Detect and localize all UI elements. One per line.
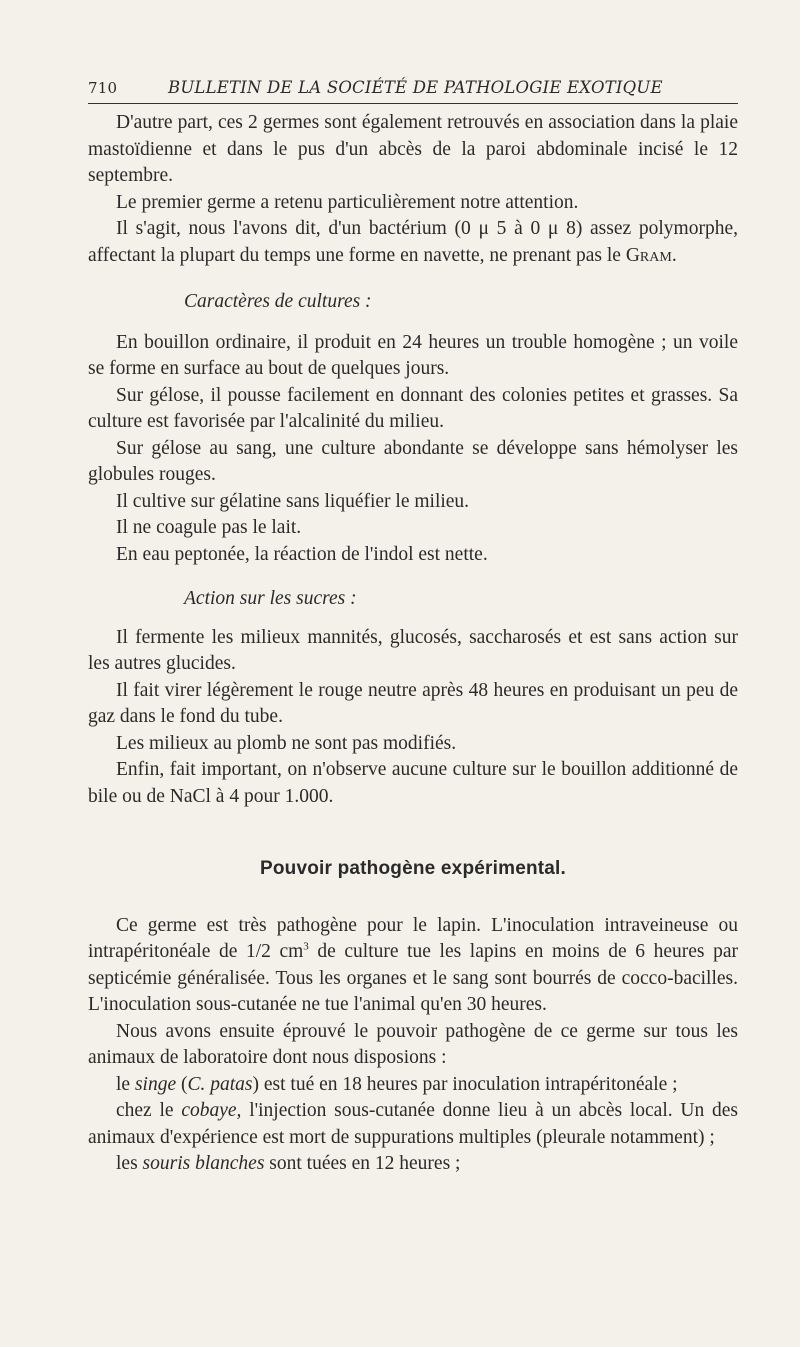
gram-term: Gram (625, 244, 672, 266)
paragraph-souris (88, 1151, 738, 1178)
paragraph: Les milieux au plomb ne sont pas modifiés. (116, 732, 457, 754)
paragraph: D'autre part, ces 2 germes sont également retrouvés en association dans la plaie mastoïdienne et dans le pus d'un abcès de la paroi abdominale incisé le 12 septembre. (88, 112, 738, 186)
paragraph: Enfin, fait important, on n'observe aucune culture sur le bouillon additionné de bile ou de NaCl à 4 pour 1.000. (88, 759, 738, 807)
paragraph: En bouillon ordinaire, il produit en 24 heures un trouble homogène ; un voile se forme en surface au bout de quelques jours. (88, 331, 738, 379)
subhead-cultures: Caractères de cultures : (184, 291, 372, 312)
page-header (88, 78, 738, 104)
text-run: le (116, 1073, 135, 1095)
text-run: chez le (116, 1100, 182, 1121)
text-run: de culture tue les lapins en moins de 6 heures par septicémie généralisée. Tous les organes et le sang sont bourrés de cocco-bacilles. L'inoculation sous-cutanée ne tue l'animal qu'en 30 heures. (88, 941, 738, 1015)
subhead-sucres: Action sur les sucres : (184, 588, 357, 609)
paragraph-lapin (88, 913, 738, 1019)
paragraph: Il fermente les milieux mannités, glucosés, saccharosés et est sans action sur les autres glucides. (88, 626, 738, 674)
text-run: l'injection sous-cutanée donne lieu à un abcès local. Un des animaux d'expérience est mort de suppurations multiples (pleurale notamment) ; (88, 1100, 738, 1148)
paragraph: En eau peptonée, la réaction de l'indol est nette. (116, 543, 488, 565)
page-number: 710 (88, 79, 118, 97)
paragraph: Il fait virer légèrement le rouge neutre après 48 heures en produisant un peu de gaz dans le fond du tube. (88, 679, 738, 727)
paragraph: Sur gélose, il pousse facilement en donnant des colonies petites et grasses. Sa culture est favorisée par l'alcalinité du milieu. (88, 384, 738, 432)
animal-term: souris blanches (142, 1153, 265, 1174)
section-title: Pouvoir pathogène expérimental. (259, 858, 567, 879)
animal-term: cobaye, (181, 1100, 242, 1121)
superscript: 3 (303, 940, 309, 953)
paragraph: Le premier germe a retenu particulièrement notre attention. (116, 191, 579, 213)
animal-term: singe (134, 1073, 177, 1095)
paragraph-singe (88, 1072, 738, 1099)
text-run: Il s'agit, nous l'avons dit, d'un bactérium (0 μ 5 à 0 μ 8) assez polymorphe, affectant la plupart du temps une forme en navette, ne prenant pas le (88, 218, 738, 266)
text-run: Ce germe est très pathogène pour le lapin. L'inoculation intraveineuse ou intrapéritonéale de 1/2 cm (88, 914, 738, 962)
document-page (88, 78, 738, 1178)
text-run: sont tuées en 12 heures ; (264, 1153, 461, 1174)
paragraph: Sur gélose au sang, une culture abondante se développe sans hémolyser les globules rouges. (88, 437, 738, 485)
text-run: . (671, 244, 677, 266)
paragraph: Il cultive sur gélatine sans liquéfier le milieu. (116, 490, 470, 512)
body-text (88, 110, 738, 1178)
text-run: ( (176, 1073, 188, 1095)
paragraph-cobaye (88, 1098, 738, 1151)
paragraph: Nous avons ensuite éprouvé le pouvoir pathogène de ce germe sur tous les animaux de laboratoire dont nous disposions : (88, 1020, 738, 1068)
species-term: C. patas (187, 1073, 253, 1095)
text-run: ) est tué en 18 heures par inoculation intrapéritonéale ; (252, 1073, 678, 1095)
paragraph-bacterium (88, 216, 738, 269)
running-title: BULLETIN DE LA SOCIÉTÉ DE PATHOLOGIE EXOTIQUE (168, 78, 663, 97)
text-run: les (116, 1153, 143, 1174)
paragraph: Il ne coagule pas le lait. (116, 517, 302, 538)
